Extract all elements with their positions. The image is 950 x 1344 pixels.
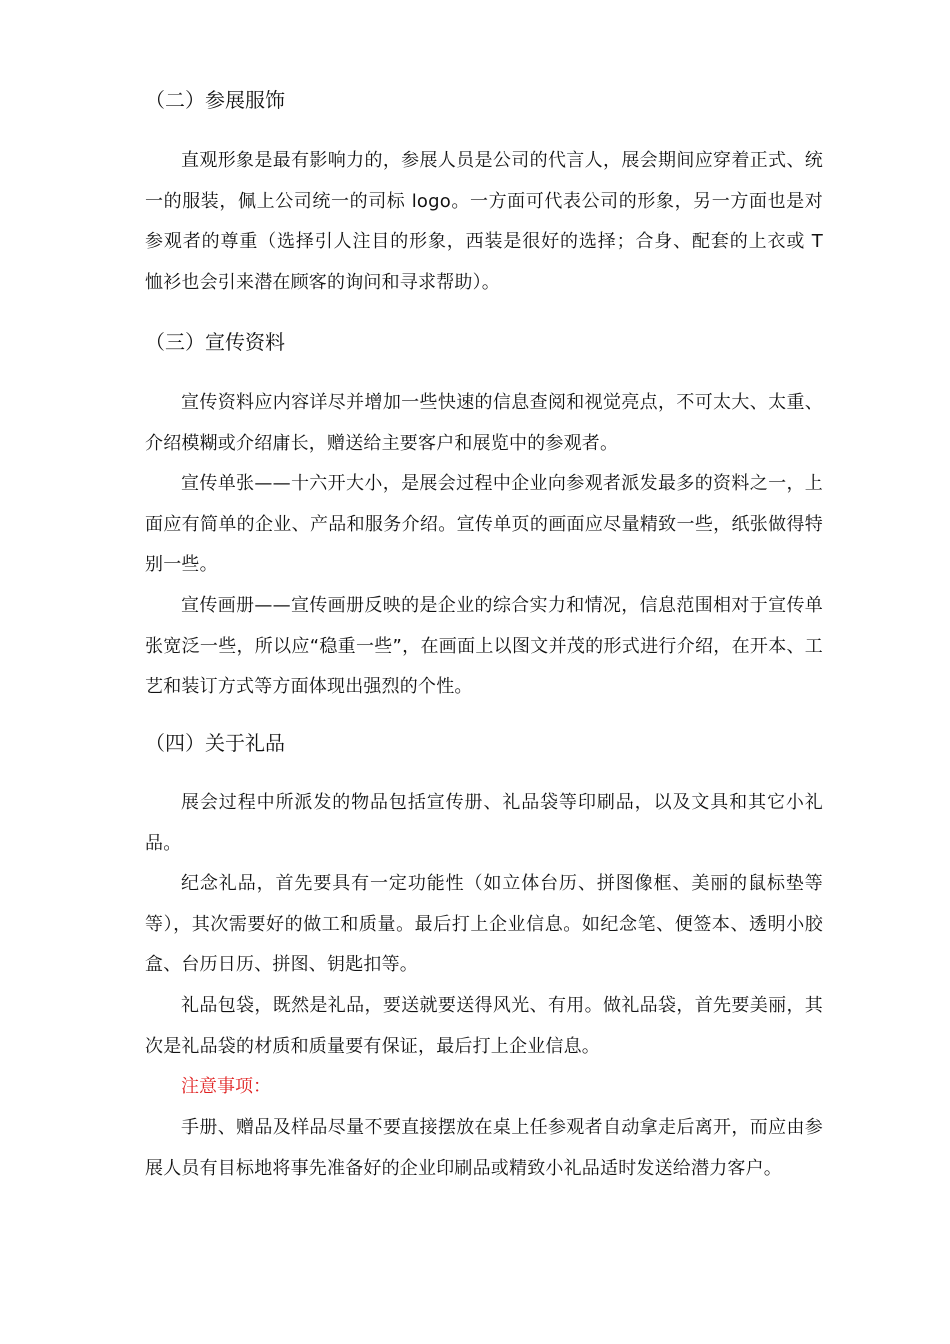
- paragraph-gift-bag: 礼品包袋，既然是礼品，要送就要送得风光、有用。做礼品袋，首先要美丽，其次是礼品袋的材质和质量要有保证，最后打上企业信息。: [145, 995, 823, 1057]
- section-heading-gifts: （四）关于礼品: [145, 731, 285, 755]
- paragraph-gifts-intro: 展会过程中所派发的物品包括宣传册、礼品袋等印刷品，以及文具和其它小礼品。: [145, 792, 823, 854]
- section-heading-attire: （二）参展服饰: [145, 88, 285, 112]
- paragraph-attire: 直观形象是最有影响力的，参展人员是公司的代言人，展会期间应穿着正式、统一的服装，佩上公司统一的司标 logo。一方面可代表公司的形象，另一方面也是对参观者的尊重（选择引人注目的形象，西装是很好的选择；合身、配套的上衣或 T 恤衫也会引来潜在顾客的询问和寻求帮助）。: [145, 150, 823, 293]
- section-heading-materials: （三）宣传资料: [145, 330, 285, 354]
- note-label: 注意事项：: [181, 1076, 271, 1097]
- paragraph-brochure: 宣传画册——宣传画册反映的是企业的综合实力和情况，信息范围相对于宣传单张宽泛一些，所以应“稳重一些”，在画面上以图文并茂的形式进行介绍，在开本、工艺和装订方式等方面体现出强烈的个性。: [145, 595, 823, 697]
- paragraph-souvenir: 纪念礼品，首先要具有一定功能性（如立体台历、拼图像框、美丽的鼠标垫等等），其次需要好的做工和质量。最后打上企业信息。如纪念笔、便签本、透明小胶盒、台历日历、拼图、钥匙扣等。: [145, 873, 823, 975]
- paragraph-materials-intro: 宣传资料应内容详尽并增加一些快速的信息查阅和视觉亮点，不可太大、太重、介绍模糊或介绍庸长，赠送给主要客户和展览中的参观者。: [145, 392, 823, 454]
- paragraph-leaflet: 宣传单张——十六开大小，是展会过程中企业向参观者派发最多的资料之一，上面应有简单的企业、产品和服务介绍。宣传单页的画面应尽量精致一些，纸张做得特别一些。: [145, 473, 823, 575]
- paragraph-note: 手册、赠品及样品尽量不要直接摆放在桌上任参观者自动拿走后离开，而应由参展人员有目标地将事先准备好的企业印刷品或精致小礼品适时发送给潜力客户。: [145, 1117, 823, 1179]
